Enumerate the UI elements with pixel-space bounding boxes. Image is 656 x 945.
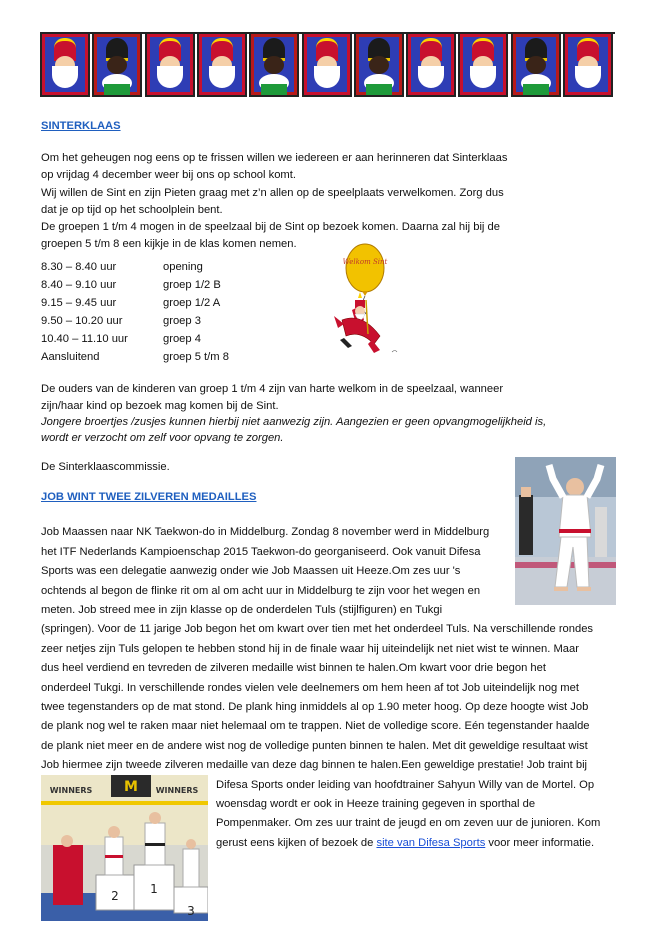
balloon-text: Welkom Sint <box>342 258 388 266</box>
podium-place-3: 3 <box>187 904 195 918</box>
article-line: dus heel verdiend en tevreden de zilveren medaille wist binnen te halen.Om kwart voor drie begon het <box>41 662 546 674</box>
piet-flag <box>249 32 299 97</box>
podium-place-2: 2 <box>111 889 119 903</box>
article-last-line <box>216 834 594 854</box>
podium-banner-text: WINNERS <box>49 786 93 795</box>
siblings-note: Jongere broertjes /zusjes kunnen hierbij niet aanwezig zijn. Aangezien er geen opvangmogelijkheid is, <box>41 416 547 428</box>
parents-line: zijn/haar kind op bezoek mag komen bij de Sint. <box>41 400 279 412</box>
schedule-time: 8.40 – 9.10 uur <box>41 279 117 291</box>
intro-line: op vrijdag 4 december weer bij ons op school komt. <box>41 169 296 181</box>
podium-place-1: 1 <box>150 882 158 896</box>
intro-line: groepen 5 t/m 8 een kijkje in de klas komen nemen. <box>41 238 297 250</box>
schedule-time: 8.30 – 8.40 uur <box>41 261 117 273</box>
article-line: meten. Job streed mee in zijn klasse op de onderdelen Tuls (stijlfiguren) en Tukgi <box>41 604 443 616</box>
article-line: Job hiermee zijn tweede zilveren medaille van deze dag binnen te halen.Een geweldige prestatie! Job traint bij <box>41 759 588 771</box>
sinterklaas-heading: SINTERKLAAS <box>41 120 121 132</box>
intro-line: Om het geheugen nog eens op te frissen willen we iedereen er aan herinneren dat Sinterklaas <box>41 152 508 164</box>
article-line: Job Maassen naar NK Taekwon-do in Middelburg. Zondag 8 november werd in Middelburg <box>41 526 490 538</box>
schedule-group: groep 3 <box>163 315 201 327</box>
article-line: woensdag wordt er ook in Heeze training gegeven in sporthal de <box>216 798 536 810</box>
job-heading: JOB WINT TWEE ZILVEREN MEDAILLES <box>41 491 257 503</box>
article-line: de plank niet meer en de andere wist nog de volledige punten binnen te halen. Met dit geweldige resultaat wist <box>41 740 588 752</box>
schedule-group: groep 1/2 A <box>163 297 221 309</box>
schedule-time: 9.50 – 10.20 uur <box>41 315 123 327</box>
article-line: Difesa Sports onder leiding van hoofdtrainer Sahyun Willy van de Mortel. Op <box>216 779 595 791</box>
piet-flag <box>92 32 142 97</box>
article-line: zeer netjes zijn Tuls gelopen te hebben stond hij in de finale waar hij uiteindelijk net niet wist te winnen. Maar <box>41 643 579 655</box>
schedule-row <box>41 276 229 294</box>
piet-flag <box>511 32 561 97</box>
schedule-group: opening <box>163 261 203 273</box>
article-line: twee tegenstanders op de mat stond. De plank hing inmiddels al op 1.90 meter hoog. Op deze hoogte wist Job <box>41 701 589 713</box>
schedule-time: Aansluitend <box>41 351 100 363</box>
svg-text:M: M <box>124 779 138 795</box>
schedule-table <box>41 258 229 366</box>
intro-line: De groepen 1 t/m 4 mogen in de speelzaal bij de Sint op bezoek komen. Daarna zal hij bij de <box>41 221 500 233</box>
sinterklaas-flag <box>145 32 195 97</box>
article-line: (springen). Voor de 11 jarige Job begon het om kwart over tien met het onderdeel Tuls. Na verschillende rondes <box>41 623 594 635</box>
article-text: gerust eens kijken of bezoek de <box>216 837 377 849</box>
article-line: Sports was een delegatie aanwezig onder wie Job Maassen uit Heeze.Om zes uur 's <box>41 565 461 577</box>
sinterklaas-flag <box>406 32 456 97</box>
schedule-row <box>41 258 229 276</box>
schedule-group: groep 5 t/m 8 <box>163 351 229 363</box>
schedule-row <box>41 312 229 330</box>
svg-text:WINNERS: WINNERS <box>155 786 199 795</box>
schedule-time: 9.15 – 9.45 uur <box>41 297 117 309</box>
sinterklaas-flag <box>302 32 352 97</box>
intro-line: Wij willen de Sint en zijn Pieten graag met z’n allen op de speelplaats verwelkomen. Zorg dus <box>41 187 504 199</box>
job-taekwondo-photo <box>515 457 616 605</box>
sinterklaas-flag <box>40 32 90 97</box>
schedule-time: 10.40 – 11.10 uur <box>41 333 128 345</box>
siblings-note: wordt er verzocht om zelf voor opvang te zorgen. <box>41 432 284 444</box>
sinterklaas-flag <box>563 32 613 97</box>
schedule-group: groep 1/2 B <box>163 279 221 291</box>
article-text: voor meer informatie. <box>485 837 595 849</box>
article-line: de plank nog wel te raken maar niet helemaal om te trappen. Niet de volledige score. Eén tegenstander haalde <box>41 720 590 732</box>
schedule-row <box>41 294 229 312</box>
article-line: ochtends al begon de flinke rit om al om acht uur in Middelburg te zijn voor het wegen en <box>41 585 481 597</box>
schedule-group: groep 4 <box>163 333 201 345</box>
article-line: onderdeel Tukgi. In verschillende rondes vielen vele deelnemers om hem heen af tot Job uiteindelijk nog met <box>41 682 579 694</box>
intro-line: dat je op tijd op het schoolplein bent. <box>41 204 223 216</box>
signature: De Sinterklaascommissie. <box>41 461 170 473</box>
difesa-sports-link[interactable]: site van Difesa Sports <box>376 837 486 849</box>
schedule-row <box>41 330 229 348</box>
sinterklaas-flag <box>197 32 247 97</box>
schedule-row <box>41 348 229 366</box>
article-line: Pompenmaker. Om zes uur traint de jeugd en om zeven uur de junioren. Kom <box>216 817 601 829</box>
parents-line: De ouders van de kinderen van groep 1 t/m 4 zijn van harte welkom in de speelzaal, wanneer <box>41 383 504 395</box>
podium-photo <box>41 775 208 921</box>
sinterklaas-balloon-illustration <box>322 240 412 365</box>
article-line: het ITF Nederlands Kampioenschap 2015 Taekwon-do georganiseerd. Ook vanuit Difesa <box>41 546 481 558</box>
sinterklaas-flag <box>458 32 508 97</box>
piet-flag <box>354 32 404 97</box>
sinterklaas-bunting <box>40 30 615 100</box>
